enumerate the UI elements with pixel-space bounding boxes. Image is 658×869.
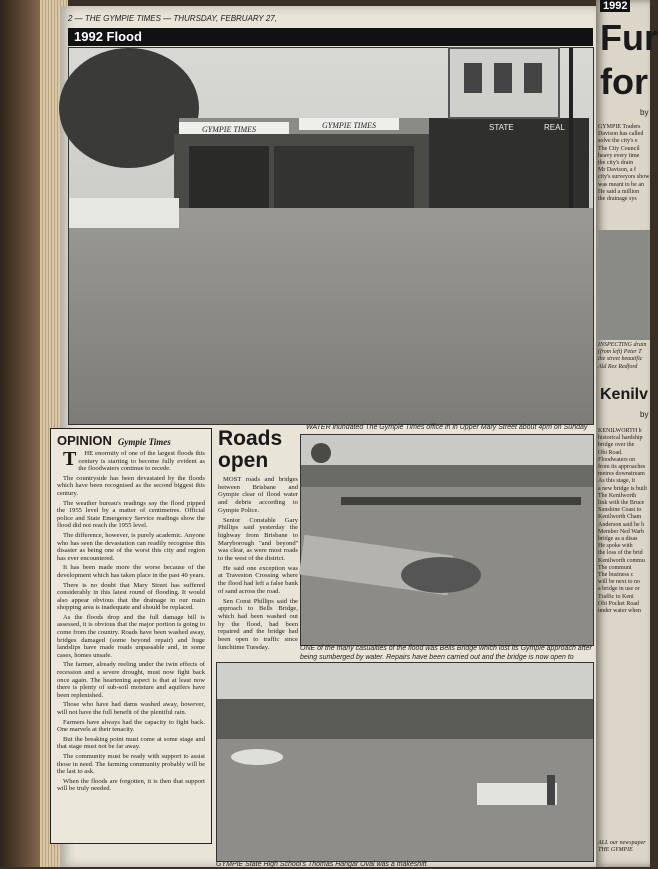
- adjacent-text-line: a bridge in use or: [598, 586, 640, 593]
- adjacent-byline-2: by: [640, 410, 649, 419]
- adjacent-text-line: GYMPIE Traders: [598, 124, 641, 130]
- adjacent-text-line: heavy every time: [598, 152, 640, 159]
- adjacent-caption-line: INSPECTING drain: [598, 342, 647, 348]
- adjacent-text-line: bridge over the: [598, 442, 635, 449]
- adjacent-text-line: Traffic to Keni: [598, 593, 634, 600]
- opinion-paragraph: Farmers have always had the capacity to fight back. One marvels at their tenacity.: [57, 718, 205, 734]
- adjacent-text-line: the loss of the brid: [598, 550, 643, 557]
- opinion-header: [51, 429, 211, 450]
- adjacent-text-line: Sunshine Coast to: [598, 507, 642, 514]
- opinion-column: [50, 428, 212, 844]
- section-flag: [68, 28, 593, 46]
- adjacent-text-line: KENILWORTH b: [598, 428, 642, 434]
- adjacent-caption-line: the street beautific: [598, 356, 643, 363]
- page-folio: 2 — THE GYMPIE TIMES — THURSDAY, FEBRUARY 27,: [68, 14, 277, 23]
- opinion-paragraph: Those who have had dams washed away, however, will not have the full benefit of the plentiful rain.: [57, 701, 205, 716]
- adjacent-byline: by: [640, 108, 649, 117]
- opinion-masthead-logo: Gympie Times: [117, 437, 171, 447]
- adjacent-text-line: As this stage, it: [598, 478, 635, 485]
- roads-open-headline: Roads open: [218, 427, 283, 472]
- opinion-paragraph: There is no doubt that Mary Street has suffered considerably in this latest round of flooding. It would also appear obvious that the drainage in our main shopping area is inadequate and should be replaced.: [57, 581, 205, 612]
- oval-photo-caption: GYMPIE State High School's Thomas Hangar Oval was a makeshift: [216, 861, 427, 868]
- adjacent-text-line: will be next to no: [598, 579, 640, 586]
- adjacent-page: [596, 0, 658, 867]
- adjacent-text-line: The business c: [598, 572, 634, 579]
- adjacent-text-line: The City Council: [598, 145, 640, 152]
- story-paragraph: MOST roads and bridges between Brisbane and Gympie clear of flood water and debris according to Gympie Police.: [218, 476, 298, 514]
- adjacent-text-line: Obi Road.: [598, 449, 623, 456]
- opinion-paragraph: When the floods are forgotten, it is then that support will be truly needed.: [57, 777, 205, 793]
- main-photo-caption: WATER inundated The Gympie Times office in in Upper Mary Street about 4pm on Sunday: [306, 424, 588, 431]
- opinion-body: [51, 450, 211, 793]
- adjacent-text-line: solve the city's e: [598, 138, 638, 145]
- opinion-paragraph: It has been made more the worse because of the development which has taken place in the past 40 years.: [57, 564, 205, 579]
- story-paragraph: Senior Constable Gary Phillips said yesterday the highway from Brisbane to Maryborough ''and beyond'' was clear, as were most roads to the west of the district.: [218, 516, 298, 563]
- adjacent-text-line: the drainage sys: [598, 196, 637, 203]
- adjacent-text-line: Kenilworth Cham: [598, 514, 642, 521]
- adjacent-text-line: Obi Pocket Road: [598, 600, 639, 607]
- adjacent-text-line: under water when: [598, 608, 641, 615]
- adjacent-story-text: [598, 124, 650, 203]
- adjacent-text-line: metres downstream: [598, 471, 645, 478]
- adjacent-text-line: link with the Bruce: [598, 500, 645, 507]
- adjacent-text-line: was meant to be an: [598, 181, 644, 188]
- adjacent-text-line: city's surveyors show: [598, 174, 650, 181]
- adjacent-photo-caption: [598, 342, 650, 371]
- adjacent-text-line: Davison has called: [598, 131, 644, 138]
- oval-photo: [216, 662, 594, 862]
- adjacent-headline-line-2: for: [600, 61, 648, 102]
- opinion-paragraph: But the breaking point must come at some stage and that stage must not be far away.: [57, 735, 205, 751]
- adjacent-text-line: Kenilworth commu: [598, 557, 645, 564]
- opinion-title: OPINION: [57, 433, 112, 448]
- adjacent-photo: [598, 230, 650, 340]
- adjacent-text-line: Mr Davison, a f: [598, 167, 636, 174]
- adjacent-headline-kenilworth: Kenilv: [600, 386, 649, 403]
- adjacent-bottom-line: ALL our newspaper: [598, 840, 646, 846]
- adjacent-text-line: The Kenilworth: [598, 492, 637, 499]
- adjacent-text-line: He said a million: [598, 188, 640, 195]
- opinion-paragraph: The countryside has been devastated by the floods which have been recognised as the second biggest this century.: [57, 474, 205, 497]
- adjacent-text-line: from its approaches: [598, 464, 646, 471]
- adjacent-bottom-line: THE GYMPIE: [598, 847, 633, 854]
- adjacent-text-line: He spoke with: [598, 543, 633, 550]
- story-paragraph: Sen Const Phillips said the approach to Bells Bridge, which had been washed out by the flood, had been repaired and the bridge had been open to traffic since lunchtime Tuesday.: [218, 597, 298, 651]
- gympie-times-sign-left: GYMPIE TIMES: [202, 125, 256, 134]
- roads-open-body: [218, 476, 298, 651]
- adjacent-text-line: bridge as a disas: [598, 536, 638, 543]
- adjacent-text-line: historical hardship: [598, 435, 643, 442]
- opinion-paragraph: As the floods drop and the full damage bill is assessed, it is obvious that the major portion is going to come from the country. Roads have been washed away, bridges damaged (some beyond repair) and huge landslips have made roads unpassable and, in some cases, homes unsafe.: [57, 613, 205, 659]
- story-paragraph: He said one exception was at Traveston Crossing where the flood had left a false bank of sand across the road.: [218, 564, 298, 595]
- section-flag-label: 1992 Flood: [74, 29, 142, 44]
- opinion-paragraph: The farmer, already reeling under the twin effects of recession and a severe drought, must now fight back once again. The heartening aspect is that at least now there is plenty of sub-soil moisture and aquifers have been replenished.: [57, 661, 205, 699]
- adjacent-caption-line: (from left) Peter T: [598, 349, 642, 356]
- adjacent-text-line: The communi: [598, 564, 632, 571]
- adjacent-text-line: Member Ned Warb: [598, 528, 645, 535]
- opinion-paragraph: The community must be ready with support to assist those in need. The farming community probably will be the last to ask.: [57, 752, 205, 776]
- adjacent-caption-line: Ald Rex Redford: [598, 363, 638, 370]
- real-estate-sign: REAL: [544, 123, 565, 132]
- state-sign: STATE: [489, 123, 514, 132]
- adjacent-headline-line-1: Fur: [600, 17, 658, 58]
- opinion-paragraph: The weather bureau's readings say the flood pipped the 1955 level by a matter of centimetres. Official police and State Emergency Service readings show the flood did not reach the 1955 level.: [57, 499, 205, 530]
- adjacent-text-line: a new bridge is built: [598, 485, 647, 492]
- adjacent-folio: 1992: [600, 0, 630, 12]
- adjacent-bottom-text: [598, 840, 650, 854]
- bridge-photo: [300, 434, 594, 646]
- opinion-paragraph: THE enormity of one of the largest floods this century is starting to become fully evident as the floodwaters continue to recede.: [63, 448, 205, 473]
- adjacent-text-line: the city's drain: [598, 160, 634, 167]
- adjacent-text-line: Floodwaters on: [598, 456, 636, 463]
- gympie-times-sign-right: GYMPIE TIMES: [322, 121, 376, 130]
- opinion-paragraph: The difference, however, is purely academic. Anyone who has seen the devastation can readily recognise this disaster as being one of the worst this city and region has ever encountered.: [57, 531, 205, 562]
- adjacent-story-text-2: [598, 428, 650, 615]
- bridge-photo-caption: ONE of the many casualties of the flood was Bells Bridge which lost its Gympie approach after being sumberged by water. Repairs have been carried out and the bridge is now open to: [300, 645, 592, 661]
- roads-open-story: [218, 428, 298, 660]
- main-flood-photo: [68, 47, 594, 425]
- adjacent-text-line: Anderson said he h: [598, 521, 645, 528]
